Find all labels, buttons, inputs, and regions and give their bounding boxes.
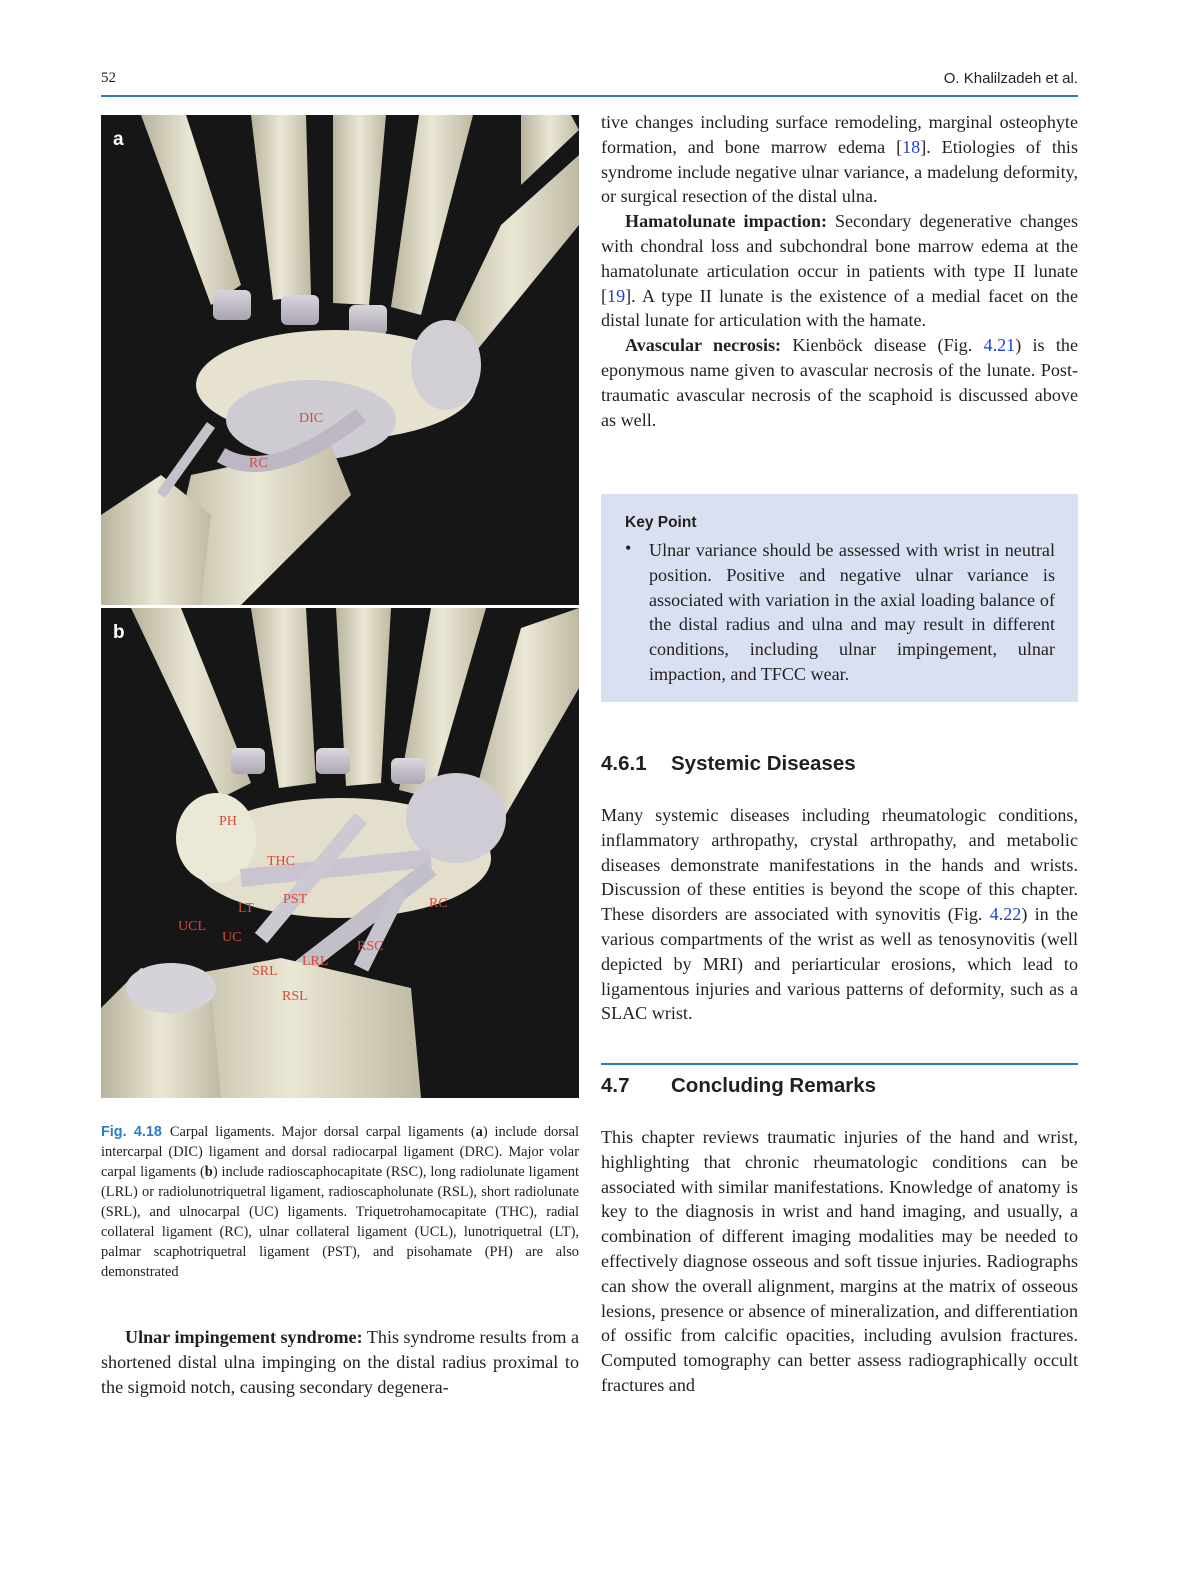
caption-panel-ref-a: a — [475, 1124, 483, 1140]
label-lrl: LRL — [302, 954, 329, 969]
panel-letter-b: b — [113, 622, 125, 643]
label-pst: PST — [283, 892, 308, 907]
running-head: O. Khalilzadeh et al. — [943, 70, 1078, 87]
key-point-box — [601, 494, 1078, 702]
paragraph-continued — [601, 110, 1078, 209]
run-in-heading: Hamatolunate impaction: — [625, 211, 827, 232]
run-in-heading: Ulnar impingement syndrome: — [125, 1327, 363, 1347]
label-rc: RC — [429, 896, 448, 911]
paragraph-avascular-necrosis — [601, 333, 1078, 432]
label-srl: SRL — [252, 964, 278, 979]
section-number: 4.7 — [601, 1074, 630, 1097]
section-4-6-1-text — [601, 803, 1078, 1026]
key-point-text: Ulnar variance should be assessed with wrist in neutral position. Positive and negative ulnar variance is associated with variation in the axial loading balance of the distal radius and ulna and may result in different conditions, including ulnar impingement, ulnar impaction, and TFCC wear. — [649, 540, 1055, 684]
figure-panel-a — [101, 115, 579, 605]
section-rule — [601, 1063, 1078, 1065]
paragraph-text: ]. Etiologies of this syndrome include negative ulnar variance, a madelung deformity, or surgical resection of the distal ulna. — [601, 136, 1078, 207]
section-title: Concluding Remarks — [671, 1074, 877, 1097]
figure-caption — [101, 1122, 579, 1282]
paragraph-text: ) in the various compartments of the wrist as well as tenosynovitis (well depicted by MRI) and periarticular erosions, which lead to ligamentous injuries and various patterns of deformity, such as a SLAC wrist. — [601, 904, 1078, 1024]
paragraph-text: tive changes including surface remodeling, marginal osteophyte formation, and bone marrow edema [ — [601, 112, 1078, 157]
paragraph-text: Kienböck disease (Fig. — [781, 335, 984, 356]
label-dic: DIC — [299, 411, 324, 426]
label-uc: UC — [222, 930, 242, 945]
section-title: Systemic Diseases — [671, 752, 856, 775]
section-number: 4.6.1 — [601, 752, 647, 775]
paragraph-text: This syndrome results from a shortened distal ulna impinging on the distal radius proximal to the sigmoid notch, causing secondary degenera- — [101, 1327, 579, 1397]
figure-link-4-21[interactable]: 4.21 — [983, 335, 1016, 356]
figure-link-4-22[interactable]: 4.22 — [989, 904, 1022, 925]
paragraph-text: ]. A type II lunate is the existence of a medial facet on the distal lunate for articulation with the hamate. — [601, 285, 1078, 331]
caption-text: ) include radioscaphocapitate (RSC), long radiolunate ligament (LRL) or radiolunotriquetral ligament, radioscapholunate (RSL), short radiolunate (SRL), and ulnocarpal (UC) ligaments. Triquetrohamocapitate (THC), radial collateral ligament (RC), ulnar collateral ligament (UCL), lunotriquetral (LT), palmar scaphotriquetral ligament (PST), and pisohamate (PH) are also demonstrated — [101, 1164, 579, 1280]
label-ph: PH — [219, 814, 237, 829]
caption-panel-ref-b: b — [204, 1164, 213, 1180]
paragraph-text: Many systemic diseases including rheumatologic conditions, inflammatory arthropathy, crystal arthropathy, and metabolic diseases demonstrate manifestations in the hands and wrists. Discussion of these entities is beyond the scope of this chapter. These disorders are associated with synovitis (Fig. — [601, 805, 1078, 925]
right-column-text — [601, 110, 1078, 432]
label-rsc: RSC — [357, 939, 384, 954]
label-thc: THC — [267, 854, 295, 869]
panel-letter-a: a — [113, 129, 124, 150]
paragraph-ulnar-impingement — [101, 1325, 579, 1399]
run-in-heading: Avascular necrosis: — [625, 335, 782, 356]
section-4-7-text — [601, 1125, 1078, 1398]
volar-wrist-illustration — [101, 608, 579, 1098]
paragraph-text: ) is the eponymous name given to avascular necrosis of the lunate. Post-traumatic avascular necrosis of the scaphoid is discussed above as well. — [601, 335, 1079, 430]
figure-panel-b — [101, 608, 579, 1098]
paragraph-text: Secondary degenerative changes with chondral loss and subchondral bone marrow edema at the hamatolunate articulation occur in patients with type II lunate [ — [601, 211, 1078, 306]
label-rsl: RSL — [282, 989, 308, 1004]
label-rc: RC — [249, 456, 268, 471]
page-number: 52 — [101, 70, 116, 86]
caption-text: Carpal ligaments. Major dorsal carpal ligaments ( — [169, 1124, 476, 1140]
section-heading-4-6-1 — [601, 752, 856, 776]
header-rule — [101, 95, 1078, 97]
paragraph-concluding-remarks: This chapter reviews traumatic injuries of the hand and wrist, highlighting that chronic rheumatologic conditions can be associated with similar manifestations. Knowledge of anatomy is key to the diagnosis in wrist and hand imaging, and usually, a combination of different imaging modalities may be needed to effectively diagnose osseous and soft tissue injuries. Radiographs can show the overall alignment, margins at the matrix of osseous lesions, presence or absence of mineralization, and differentiation of ossific from calcific opacities, including avulsion fractures. Computed tomography can better assess radiographically occult fractures and — [601, 1127, 1078, 1395]
paragraph-hamatolunate — [601, 209, 1078, 333]
citation-link-18[interactable]: 18 — [902, 136, 921, 157]
label-ucl: UCL — [178, 919, 206, 934]
key-point-title: Key Point — [625, 514, 697, 531]
left-column-text — [101, 1325, 579, 1399]
label-lt: LT — [238, 901, 254, 916]
caption-text: ) include dorsal intercarpal (DIC) ligament and dorsal radiocarpal ligament (DRC). Major volar carpal ligaments ( — [101, 1124, 579, 1180]
figure-id: Fig. 4.18 — [101, 1124, 162, 1140]
section-heading-4-7 — [601, 1074, 876, 1098]
paragraph-systemic-diseases — [601, 803, 1078, 1026]
bullet-icon: • — [625, 538, 632, 558]
dorsal-wrist-illustration — [101, 115, 579, 605]
citation-link-19[interactable]: 19 — [607, 285, 626, 306]
